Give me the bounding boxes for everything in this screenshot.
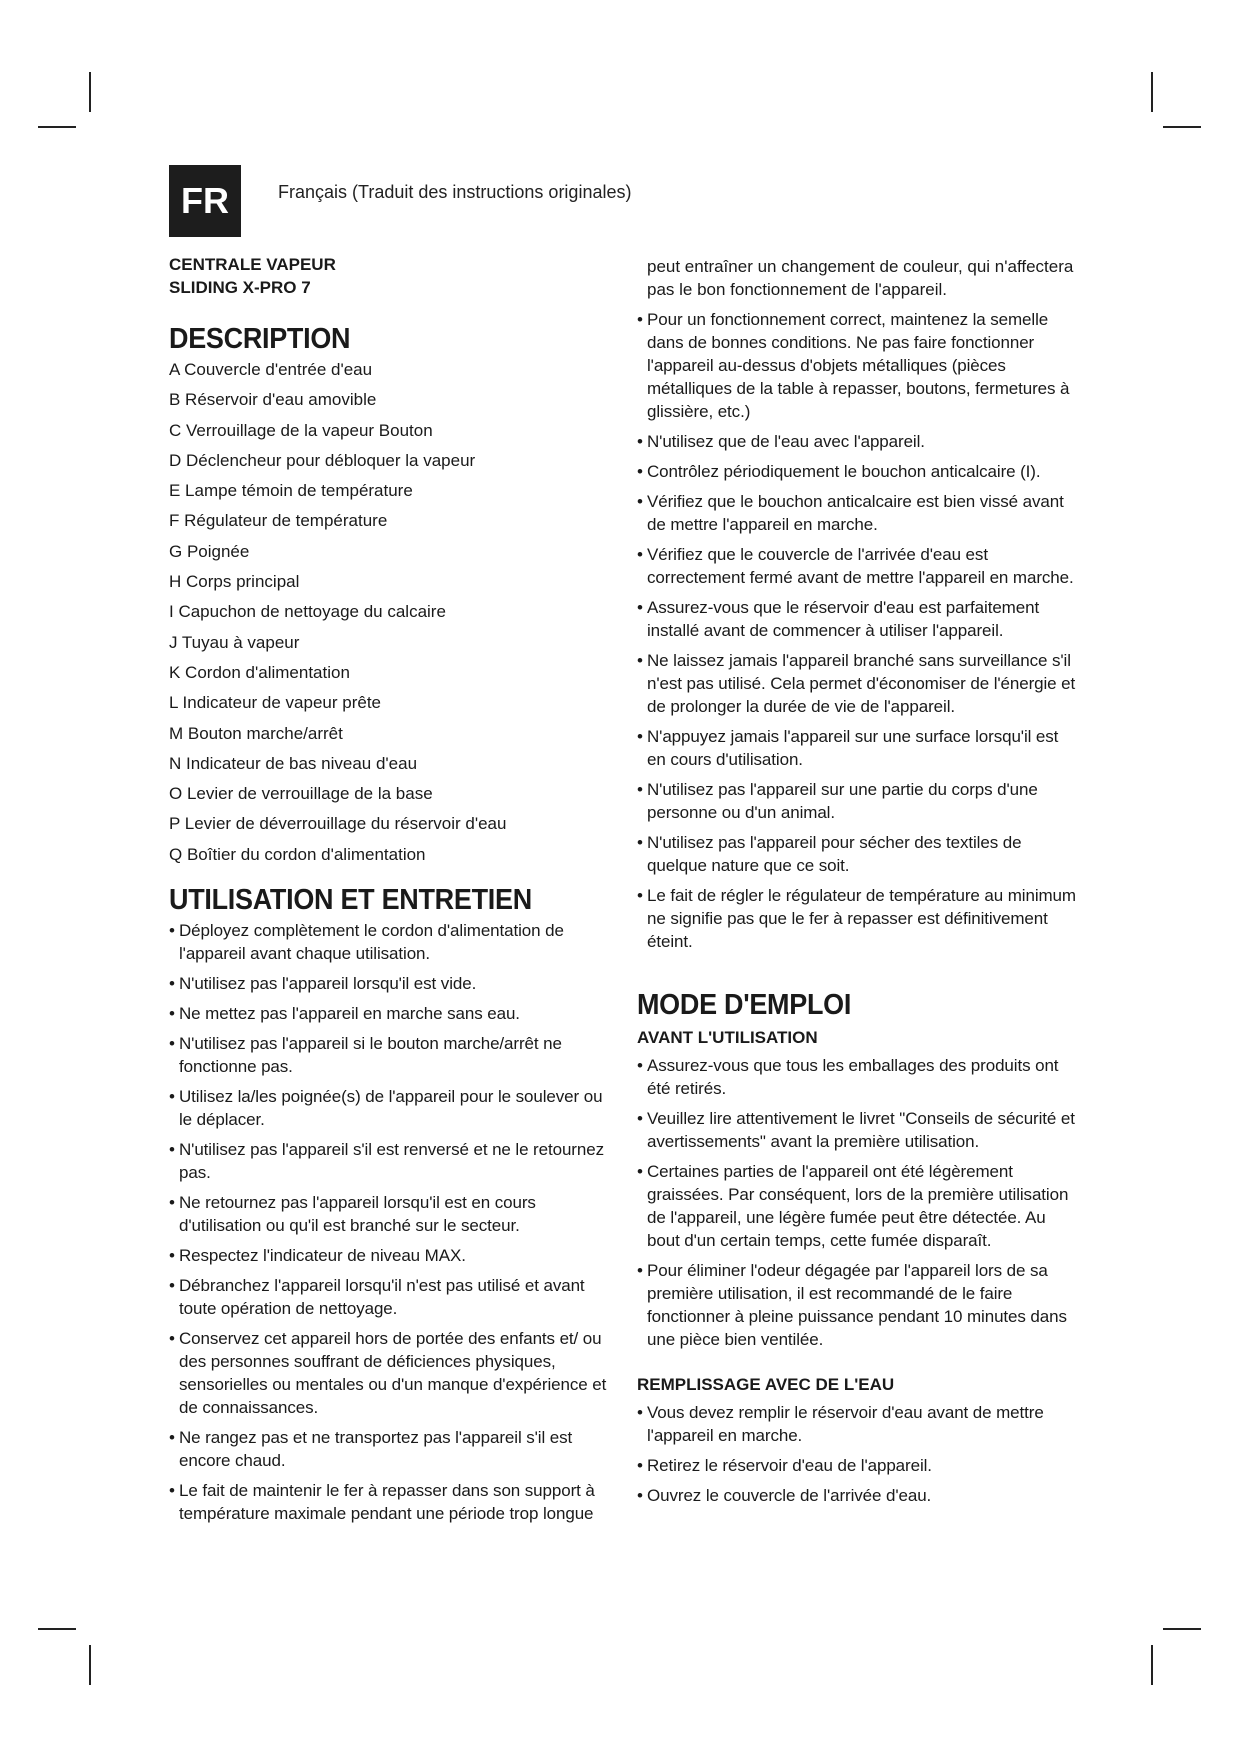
list-item: M Bouton marche/arrêt <box>169 723 343 743</box>
crop-mark-top-left-h <box>38 126 76 128</box>
list-item: Q Boîtier du cordon d'alimentation <box>169 844 426 864</box>
language-badge: FR <box>169 165 241 237</box>
description-heading: DESCRIPTION <box>169 323 351 355</box>
list-item: P Levier de déverrouillage du réservoir d'eau <box>169 814 507 834</box>
usage-continuation: peut entraîner un changement de couleur, qui n'affectera pas le bon fonctionnement de l'appareil. <box>647 257 1074 299</box>
fill-list <box>637 1401 1077 1507</box>
usage-list <box>169 919 609 1525</box>
list-item: • Ne mettez pas l'appareil en marche sans eau. <box>169 1002 609 1025</box>
list-item: N Indicateur de bas niveau d'eau <box>169 753 418 773</box>
list-item: • Veuillez lire attentivement le livret "Conseils de sécurité et avertissements" avant la première utilisation. <box>637 1107 1077 1153</box>
list-item: • Ouvrez le couvercle de l'arrivée d'eau. <box>637 1484 1077 1507</box>
list-item: A Couvercle d'entrée d'eau <box>169 360 373 379</box>
right-column <box>637 255 1077 1514</box>
list-item: • N'utilisez pas l'appareil si le bouton marche/arrêt ne fonctionne pas. <box>169 1032 609 1078</box>
list-item: • Vérifiez que le couvercle de l'arrivée d'eau est correctement fermé avant de mettre l'appareil en marche. <box>637 543 1077 589</box>
list-item: K Cordon d'alimentation <box>169 662 350 682</box>
product-line-2: SLIDING X-PRO 7 <box>169 278 311 297</box>
list-item: • Ne retournez pas l'appareil lorsqu'il est en cours d'utilisation ou qu'il est branché sur le secteur. <box>169 1191 609 1237</box>
list-item: H Corps principal <box>169 572 300 592</box>
left-column <box>169 253 609 1532</box>
list-item: O Levier de verrouillage de la base <box>169 784 433 804</box>
list-item: • Certaines parties de l'appareil ont été légèrement graissées. Par conséquent, lors de la première utilisation de l'appareil, une légère fumée peut être détectée. Au bout d'un certain temps, cette fumée disparaît. <box>637 1160 1077 1252</box>
list-item: • Pour éliminer l'odeur dégagée par l'appareil lors de sa première utilisation, il est recommandé de le faire fonctionner à pleine puissance pendant 10 minutes dans une pièce bien ventilée. <box>637 1259 1077 1351</box>
crop-mark-top-right-v <box>1151 72 1153 112</box>
list-item: • N'utilisez pas l'appareil lorsqu'il est vide. <box>169 972 609 995</box>
list-item: • Assurez-vous que tous les emballages des produits ont été retirés. <box>637 1054 1077 1100</box>
crop-mark-bottom-right-v <box>1151 1645 1153 1685</box>
list-item: • Ne rangez pas et ne transportez pas l'appareil s'il est encore chaud. <box>169 1426 609 1472</box>
list-item: • Retirez le réservoir d'eau de l'appareil. <box>637 1454 1077 1477</box>
crop-mark-top-right-h <box>1163 126 1201 128</box>
product-line-1: CENTRALE VAPEUR <box>169 255 336 274</box>
list-item: • Vous devez remplir le réservoir d'eau avant de mettre l'appareil en marche. <box>637 1401 1077 1447</box>
list-item: • Pour un fonctionnement correct, maintenez la semelle dans de bonnes conditions. Ne pas faire fonctionner l'appareil au-dessus d'objets métalliques (pièces métalliques de la table à repasser, boutons, fermetures à glissière, etc.) <box>637 308 1077 423</box>
crop-mark-bottom-right-h <box>1163 1628 1201 1630</box>
crop-mark-bottom-left-h <box>38 1628 76 1630</box>
language-line: Français (Traduit des instructions originales) <box>278 182 632 202</box>
product-name <box>169 253 609 299</box>
list-item: I Capuchon de nettoyage du calcaire <box>169 602 446 622</box>
list-item: • Débranchez l'appareil lorsqu'il n'est pas utilisé et avant toute opération de nettoyage. <box>169 1274 609 1320</box>
list-item: • N'utilisez pas l'appareil s'il est renversé et ne le retournez pas. <box>169 1138 609 1184</box>
description-list <box>169 359 609 874</box>
list-item: • Respectez l'indicateur de niveau MAX. <box>169 1244 609 1267</box>
before-use-list <box>637 1054 1077 1351</box>
list-item: F Régulateur de température <box>169 511 388 531</box>
fill-heading: REMPLISSAGE AVEC DE L'EAU <box>637 1375 895 1394</box>
list-item: • Le fait de régler le régulateur de température au minimum ne signifie pas que le fer à repasser est définitivement éteint. <box>637 884 1077 953</box>
list-item: G Poignée <box>169 541 250 561</box>
list-item: • N'appuyez jamais l'appareil sur une surface lorsqu'il est en cours d'utilisation. <box>637 725 1077 771</box>
before-use-heading: AVANT L'UTILISATION <box>637 1028 818 1047</box>
crop-mark-bottom-left-v <box>89 1645 91 1685</box>
list-item: • Ne laissez jamais l'appareil branché sans surveillance s'il n'est pas utilisé. Cela permet d'économiser de l'énergie et de prolonger la durée de vie de l'appareil. <box>637 649 1077 718</box>
list-item: • Vérifiez que le bouchon anticalcaire est bien vissé avant de mettre l'appareil en marche. <box>637 490 1077 536</box>
list-item: • Utilisez la/les poignée(s) de l'appareil pour le soulever ou le déplacer. <box>169 1085 609 1131</box>
list-item: J Tuyau à vapeur <box>169 632 300 652</box>
usage-list-continued <box>637 308 1077 953</box>
list-item: • Contrôlez périodiquement le bouchon anticalcaire (I). <box>637 460 1077 483</box>
list-item: • N'utilisez pas l'appareil sur une partie du corps d'une personne ou d'un animal. <box>637 778 1077 824</box>
list-item: B Réservoir d'eau amovible <box>169 390 377 410</box>
list-item: • Conservez cet appareil hors de portée des enfants et/ ou des personnes souffrant de déficiences physiques, sensorielles ou mentales ou d'un manque d'expérience et de connaissances. <box>169 1327 609 1419</box>
list-item: • Assurez-vous que le réservoir d'eau est parfaitement installé avant de commencer à utiliser l'appareil. <box>637 596 1077 642</box>
list-item: • N'utilisez pas l'appareil pour sécher des textiles de quelque nature que ce soit. <box>637 831 1077 877</box>
list-item: E Lampe témoin de température <box>169 481 413 501</box>
list-item: • N'utilisez que de l'eau avec l'appareil. <box>637 430 1077 453</box>
mode-heading: MODE D'EMPLOI <box>637 989 852 1021</box>
usage-heading: UTILISATION ET ENTRETIEN <box>169 884 532 917</box>
list-item: L Indicateur de vapeur prête <box>169 693 382 713</box>
crop-mark-top-left-v <box>89 72 91 112</box>
list-item: C Verrouillage de la vapeur Bouton <box>169 420 433 440</box>
list-item: D Déclencheur pour débloquer la vapeur <box>169 450 476 470</box>
list-item: • Déployez complètement le cordon d'alimentation de l'appareil avant chaque utilisation. <box>169 919 609 965</box>
list-item: • Le fait de maintenir le fer à repasser dans son support à température maximale pendant une période trop longue <box>169 1479 609 1525</box>
